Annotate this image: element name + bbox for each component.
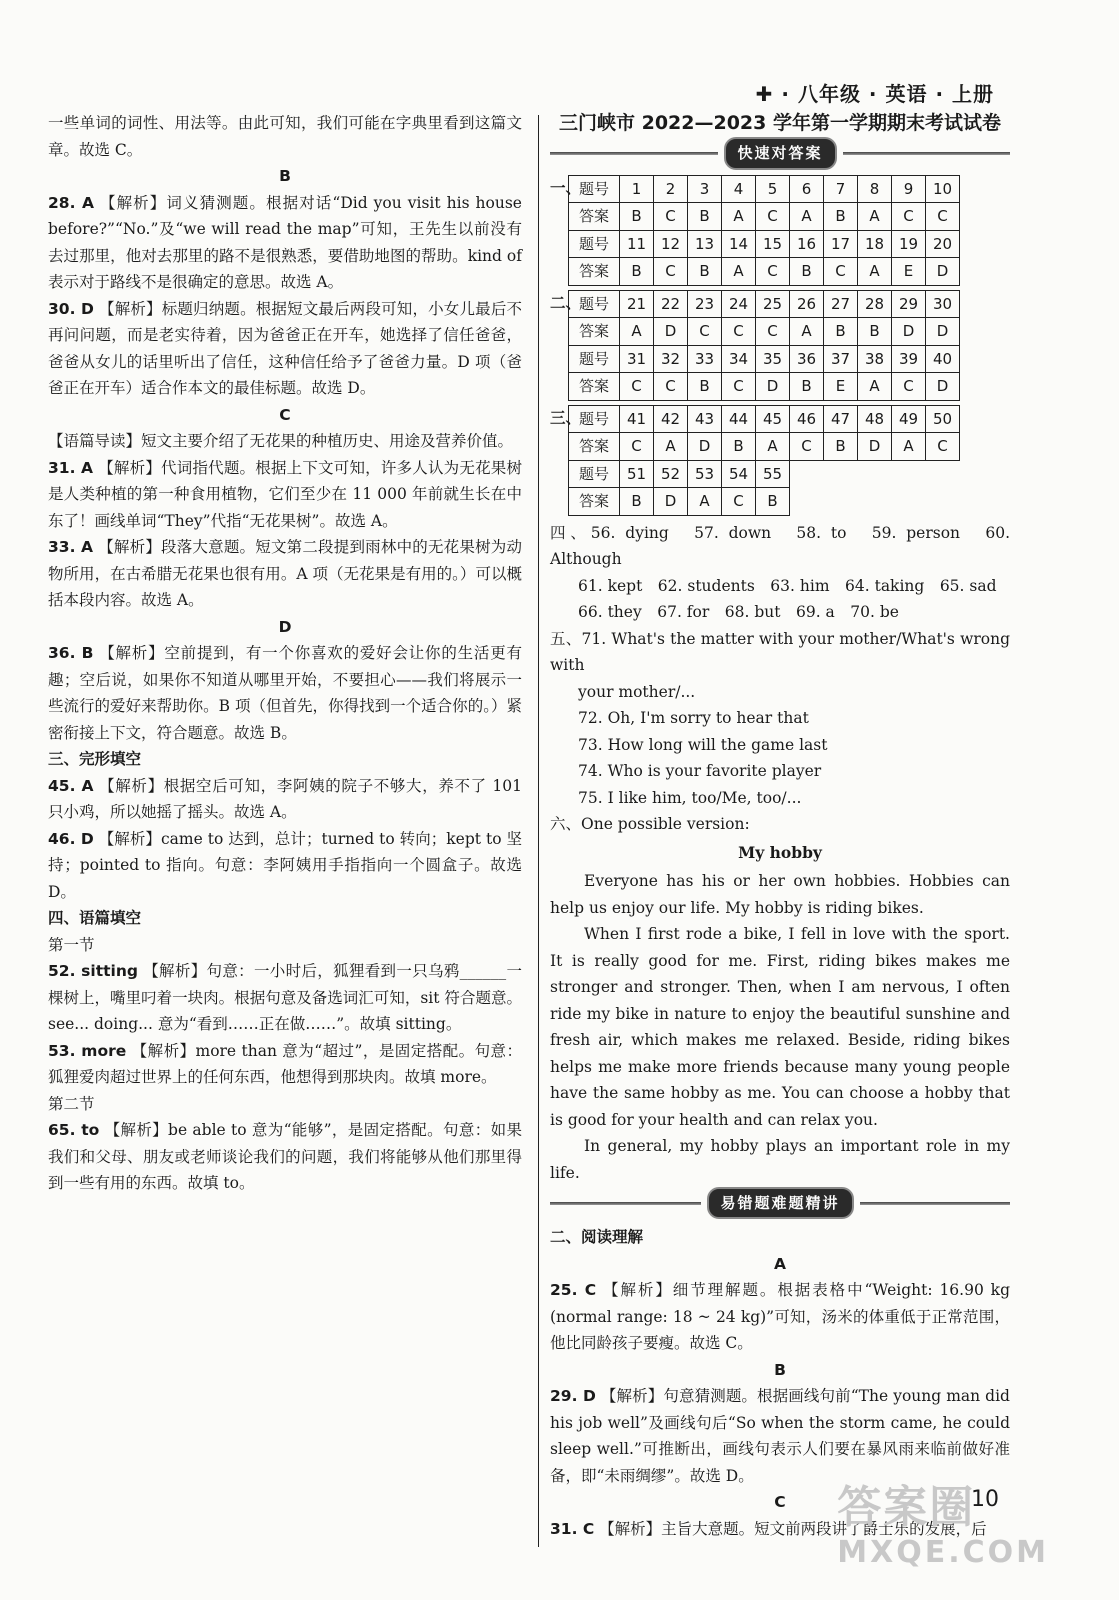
answer-item [48,826,522,906]
table-cell: 16 [790,230,824,258]
table-cell: 54 [722,460,756,488]
table-cell: C [824,258,858,286]
essay [550,868,1010,1186]
table-cell: 48 [858,405,892,433]
table-cell: C [688,318,722,346]
answer-line: 61. kept 62. students 63. him 64. taking 65. sad [578,576,997,595]
essay-title: My hobby [738,842,822,862]
difficult-problems-banner [550,1190,1010,1216]
row-label: 题号 [569,345,620,373]
row-label: 答案 [569,318,620,346]
answer-text: 【解析】主旨大意题。短文前两段讲了爵士乐的发展，后 [599,1519,987,1538]
table-cell: 49 [892,405,926,433]
table-cell: 10 [926,175,960,203]
part-label: D [278,617,292,636]
banner-line [843,152,1011,155]
table-cell: 52 [654,460,688,488]
table-cell: 36 [790,345,824,373]
answer-block [550,290,1010,401]
table-cell: 41 [620,405,654,433]
table-cell: E [892,258,926,286]
answer-line: 75. I like him, too/Me, too/... [578,788,802,807]
answer-line: 73. How long will the game last [578,735,828,754]
row-label: 答案 [569,203,620,231]
table-cell: B [620,488,654,516]
right-column [550,110,1010,1542]
table-row [569,433,960,461]
table-cell: 51 [620,460,654,488]
answer-text: 【解析】词义猜测题。根据对话“Did you visit his house before?”“No.”及“we will read the map”可知，王先生以前没有去过那里，他对去那里的路不是很熟悉，要借助地图的帮助。kind of 表示对于路线不是很确定的意思。故选 A。 [48,193,522,291]
table-cell: 46 [790,405,824,433]
row-label: 答案 [569,433,620,461]
answer-text: 【解析】be able to 意为“能够”，是固定搭配。句意：如果我们和父母、朋友或老师谈论我们的问题，我们将能够从他们那里得到一些有用的东西。故填 to。 [48,1121,522,1192]
paragraph: 一些单词的词性、用法等。由此可知，我们可能在字典里看到这篇文章。故选 C。 [48,114,522,159]
table-cell: 37 [824,345,858,373]
question-number: 31. A [48,458,94,477]
answer-text: 【解析】more than 意为“超过”，是固定搭配。句意：狐狸爱肉超过世界上的任何东西，他想得到那块肉。故填 more。 [48,1041,522,1086]
answer-line: 66. they 67. for 68. but 69. a 70. be [578,603,899,621]
table-cell: 18 [858,230,892,258]
answer-line: 四、56. dying 57. down 58. to 59. person 60. Although [550,523,1010,568]
row-label: 答案 [569,258,620,286]
answer-lines [550,520,1010,838]
table-cell: B [688,203,722,231]
banner-line [550,152,718,155]
table-cell: 27 [824,290,858,318]
table-cell: 39 [892,345,926,373]
table-cell: 11 [620,230,654,258]
answer-text: 【解析】代词指代题。根据上下文可知，许多人认为无花果树是人类种植的第一种食用植物，它们至少在 11 000 年前就生长在中东了！画线单词“They”代指“无花果树”。故选 A。 [48,458,522,530]
table-cell: 32 [654,345,688,373]
table-cell: C [654,203,688,231]
table-cell: D [926,373,960,401]
table-cell: 22 [654,290,688,318]
table-cell: 44 [722,405,756,433]
section-tag: 二、 [550,293,582,312]
table-cell: 55 [756,460,790,488]
part-label: A [774,1254,786,1273]
section-tag: 三、 [550,408,582,427]
table-cell: 45 [756,405,790,433]
watermark-logo: 答案圈 [837,1482,976,1533]
answer-line: 六、One possible version: [550,815,750,833]
table-cell: 50 [926,405,960,433]
answer-item [48,640,522,746]
answer-block [550,175,1010,286]
essay-paragraph: When I first rode a bike, I fell in love with the sport. It is really good for me. First, riding bikes makes me stronger and stronger. Then, when I am nervous, I often ride my bike in nature to enjoy the beautiful sunshine and fresh air, which makes me relaxed. Beside, riding bikes helps me make more friends because many young people have the same hobby as me. You can choose a hobby that is good for your health and can relax you. [550,925,1010,1129]
table-cell: D [892,318,926,346]
table-cell: 13 [688,230,722,258]
table-cell: 33 [688,345,722,373]
table-cell: 30 [926,290,960,318]
answer-text: 【解析】根据空后可知，李阿姨的院子不够大，养不了 101 只小鸡，所以她摇了摇头。故选 A。 [48,776,523,821]
question-number: 52. sitting [48,962,138,980]
table-cell: C [654,373,688,401]
paragraph: 第二节 [48,1094,95,1113]
row-label: 题号 [569,460,620,488]
left-column [48,110,522,1197]
part-label: B [279,167,291,185]
table-cell: C [756,203,790,231]
table-row [569,318,960,346]
table-cell: 9 [892,175,926,203]
table-cell: 20 [926,230,960,258]
part-label: B [774,1360,786,1379]
question-number: 53. more [48,1041,127,1060]
table-cell: 3 [688,175,722,203]
table-cell: 47 [824,405,858,433]
row-label: 题号 [569,290,620,318]
table-cell: C [722,488,756,516]
answer-line: your mother/... [578,682,696,701]
table-cell: 29 [892,290,926,318]
answer-item [550,1277,1010,1357]
table-cell: D [688,433,722,461]
table-cell: B [756,488,790,516]
section-heading: 四、语篇填空 [48,909,142,927]
table-cell: C [620,373,654,401]
table-cell: C [756,258,790,286]
table-cell: A [756,433,790,461]
table-row [569,345,960,373]
table-row [569,460,960,488]
table-cell: B [858,318,892,346]
table-cell: 21 [620,290,654,318]
banner-line [550,1202,701,1205]
essay-paragraph: Everyone has his or her own hobbies. Hobbies can help us enjoy our life. My hobby is riding bikes. [550,872,1010,917]
table-cell: C [892,203,926,231]
column-divider [538,115,539,1547]
table-cell: 2 [654,175,688,203]
table-row [569,230,960,258]
answer-line: 五、71. What's the matter with your mother/What's wrong with [550,629,1010,674]
question-number: 28. A [48,193,94,212]
table-cell: D [654,318,688,346]
table-cell: 17 [824,230,858,258]
table-cell: E [824,373,858,401]
table-cell: 38 [858,345,892,373]
answer-text: 【解析】段落大意题。短文第二段提到雨林中的无花果树为动物所用，在古希腊无花果也很有用。A 项（无花果是有用的。）可以概括本段内容。故选 A。 [48,538,522,609]
table-cell: B [824,203,858,231]
quick-answer-banner [550,141,1010,167]
table-cell: 53 [688,460,722,488]
table-cell: A [858,258,892,286]
table-row [569,373,960,401]
table-cell: 25 [756,290,790,318]
section-heading: 二、阅读理解 [550,1228,644,1246]
table-cell: B [824,318,858,346]
table-cell: B [790,258,824,286]
table-cell: B [824,433,858,461]
question-number: 46. D [48,829,94,848]
table-cell: 5 [756,175,790,203]
table-cell: 8 [858,175,892,203]
table-cell: C [756,318,790,346]
question-number: 31. C [550,1519,595,1538]
table-row [569,290,960,318]
row-label: 答案 [569,373,620,401]
table-row [569,203,960,231]
table-cell: A [620,318,654,346]
banner-label: 快速对答案 [724,137,837,170]
answer-line: 72. Oh, I'm sorry to hear that [578,709,809,727]
table-cell: C [926,433,960,461]
answer-item [48,190,522,296]
row-label: 题号 [569,230,620,258]
question-number: 45. A [48,776,94,795]
answer-item [48,1038,522,1091]
answer-item [48,773,522,826]
exam-title: 三门峡市 2022—2023 学年第一学期期末考试试卷 [559,112,1001,134]
answer-text: 【解析】句意猜测题。根据画线句前“The young man did his job well”及画线句后“So when the storm came, he could sleep well.”可推断出，画线句表示人们要在暴风雨来临前做好准备，即“未雨绸缪”。故选 D。 [550,1387,1010,1485]
table-cell: D [926,318,960,346]
table-cell: B [688,373,722,401]
section-tag: 一、 [550,178,582,197]
part-label: C [774,1493,786,1511]
question-number: 36. B [48,644,94,662]
table-cell: B [620,203,654,231]
answer-text: 【解析】标题归纳题。根据短文最后两段可知，小女儿最后不再问问题，而是老实待着，因为爸爸正在开车，她选择了信任爸爸，爸爸从女儿的话里听出了信任，这种信任给予了爸爸力量。D 项（爸爸正在开车）适合作本文的最佳标题。故选 D。 [48,299,522,397]
table-cell: 1 [620,175,654,203]
table-cell: D [926,258,960,286]
page-number: 10 [971,1487,999,1512]
table-cell: 19 [892,230,926,258]
answer-item [48,296,522,402]
table-cell: C [722,318,756,346]
table-row [569,175,960,203]
question-number: 65. to [48,1121,100,1139]
answer-item [48,1117,522,1197]
table-cell: 15 [756,230,790,258]
table-cell: D [756,373,790,401]
answer-table [568,405,960,516]
answer-item [48,534,522,614]
question-number: 29. D [550,1387,596,1405]
section-heading: 三、完形填空 [48,750,142,768]
table-cell: A [790,203,824,231]
table-cell: 23 [688,290,722,318]
table-cell: D [654,488,688,516]
part-label: C [279,405,291,424]
watermark-url: MXQE.COM [837,1535,1049,1570]
answer-tables [550,175,1010,516]
table-cell: C [790,433,824,461]
table-cell: C [892,373,926,401]
answer-line: 74. Who is your favorite player [578,762,822,780]
table-cell: C [926,203,960,231]
row-label: 题号 [569,175,620,203]
table-cell: B [688,258,722,286]
table-cell: A [722,203,756,231]
table-cell: A [654,433,688,461]
table-cell: D [858,433,892,461]
table-cell: A [892,433,926,461]
table-cell: 24 [722,290,756,318]
essay-paragraph: In general, my hobby plays an important role in my life. [550,1137,1010,1182]
table-row [569,405,960,433]
answer-text: 【解析】句意：一小时后，狐狸看到一只乌鸦______一棵树上，嘴里叼着一块肉。根据句意及备选词汇可知，sit 符合题意。see... doing... 意为“看到……正在做……”。故填 sitting。 [48,962,522,1033]
row-label: 答案 [569,488,620,516]
table-row [569,488,960,516]
table-cell: C [620,433,654,461]
banner-label: 易错题难题精讲 [707,1187,854,1220]
answer-text: 【解析】细节理解题。根据表格中“Weight: 16.90 kg (normal range: 18 ~ 24 kg)”可知，汤米的体重低于正常范围，他比同龄孩子要瘦。故选 C。 [550,1281,1010,1352]
table-cell: 43 [688,405,722,433]
answer-table [568,175,960,286]
table-cell: B [790,373,824,401]
table-cell: B [722,433,756,461]
page-header: ✚ · 八年级 · 英语 · 上册 [755,82,994,106]
table-cell: C [654,258,688,286]
answer-text: 【解析】空前提到，有一个你喜欢的爱好会让你的生活更有趣；空后说，如果你不知道从哪里开始，不要担心——我们将展示一些流行的爱好来帮助你。B 项（但首先，你得找到一个适合你的。）紧密衔接上下文，符合题意。故选 B。 [48,644,522,742]
table-cell: A [688,488,722,516]
answer-item [48,958,522,1038]
table-cell: 12 [654,230,688,258]
answer-item [48,455,522,535]
table-cell: B [620,258,654,286]
table-cell: C [722,373,756,401]
table-cell: 35 [756,345,790,373]
paragraph: 【语篇导读】短文主要介绍了无花果的种植历史、用途及营养价值。 [48,432,514,450]
table-cell: 28 [858,290,892,318]
row-label: 题号 [569,405,620,433]
banner-line [860,1202,1011,1205]
table-row [569,258,960,286]
table-cell: A [858,203,892,231]
table-cell: A [790,318,824,346]
question-number: 30. D [48,299,94,318]
question-number: 33. A [48,538,94,556]
table-cell: 31 [620,345,654,373]
answer-text: 【解析】came to 达到，总计；turned to 转向；kept to 坚持；pointed to 指向。句意：李阿姨用手指指向一个圆盒子。故选 D。 [48,829,523,901]
watermark [837,1471,1049,1570]
table-cell: 7 [824,175,858,203]
table-cell: 42 [654,405,688,433]
table-cell: A [722,258,756,286]
table-cell: 26 [790,290,824,318]
table-cell: 4 [722,175,756,203]
table-cell: 34 [722,345,756,373]
answer-table [568,290,960,401]
table-cell: 6 [790,175,824,203]
table-cell: 40 [926,345,960,373]
answer-block [550,405,1010,516]
question-number: 25. C [550,1281,597,1299]
paragraph: 第一节 [48,935,95,954]
table-cell: A [858,373,892,401]
table-cell: 14 [722,230,756,258]
